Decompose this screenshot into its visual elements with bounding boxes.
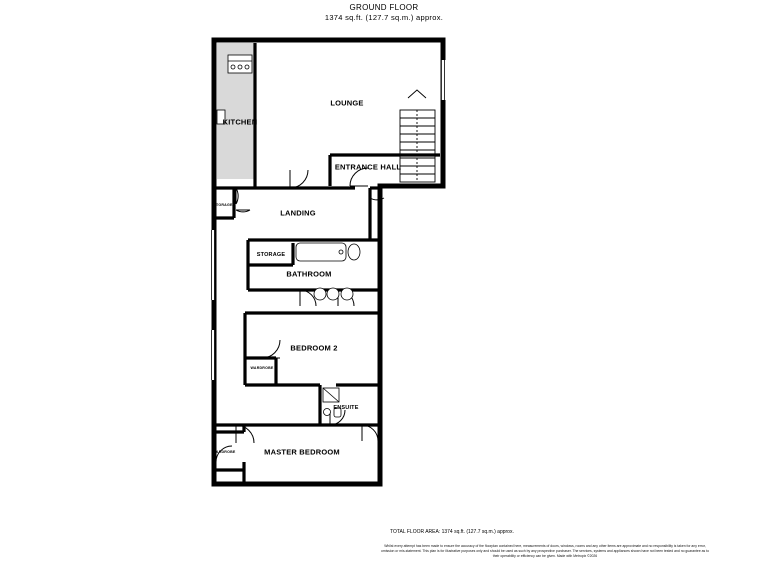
room-label-entrance-hall: ENTRANCE HALL — [334, 162, 402, 172]
room-label-bathroom: BATHROOM — [286, 269, 332, 279]
total-floor-area: TOTAL FLOOR AREA: 1374 sq.ft. (127.7 sq.m.) approx. — [390, 529, 514, 535]
room-label-bedroom-2: BEDROOM 2 — [290, 343, 338, 353]
disclaimer-text: Whilst every attempt has been made to ensure the accuracy of the floorplan contained here, measurements of doors, windows, rooms and any other items are approximate and no responsibility is taken for any error, omission or mis-statement. This plan is for illustrative purposes only and should be used as such by any prospective purchaser. The services, systems and appliances shown have not been tested and no guarantee as to their operability or efficiency can be given. Made with Metropix ©2026 — [380, 544, 709, 558]
room-label-lounge: LOUNGE — [330, 98, 364, 108]
room-label-storage-upper: STORAGE — [213, 203, 233, 207]
page-title: GROUND FLOOR — [349, 3, 419, 12]
room-label-landing: LANDING — [280, 208, 316, 218]
room-label-storage: STORAGE — [256, 252, 286, 258]
room-label-wardrobe-bedroom-2: WARDROBE — [250, 366, 274, 370]
room-label-ensuite: ENSUITE — [333, 405, 359, 411]
room-label-master-bedroom: MASTER BEDROOM — [264, 447, 340, 457]
page-subtitle: 1374 sq.ft. (127.7 sq.m.) approx. — [324, 13, 444, 22]
room-label-kitchen: KITCHEN — [222, 117, 258, 127]
room-label-wardrobe-master: WARDROBE — [212, 450, 236, 454]
